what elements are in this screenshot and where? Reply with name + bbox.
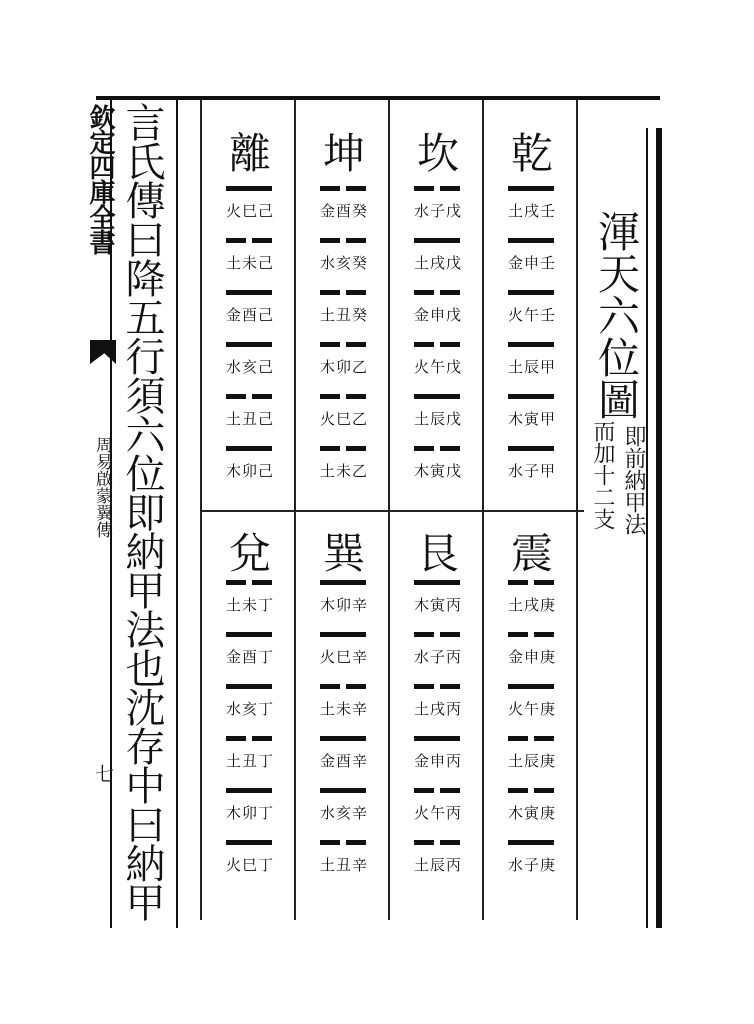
yao-line bbox=[204, 684, 296, 736]
yao-line bbox=[298, 840, 390, 892]
yang-bar bbox=[414, 736, 460, 741]
ganzhi-label: 木卯乙 bbox=[319, 358, 368, 376]
yang-bar bbox=[320, 736, 366, 741]
ganzhi-label: 金申戊 bbox=[413, 306, 462, 324]
trigram-cell bbox=[204, 100, 296, 510]
yin-bar-right bbox=[346, 394, 366, 399]
yao-line bbox=[204, 394, 296, 446]
yin-bar-left bbox=[414, 684, 434, 689]
ganzhi-label: 土辰庚 bbox=[507, 752, 556, 770]
yao-line bbox=[392, 290, 484, 342]
yao-line bbox=[204, 632, 296, 684]
trigram-name: 離 bbox=[228, 129, 271, 178]
ganzhi-label: 木卯丁 bbox=[225, 804, 274, 822]
yin-bar-left bbox=[226, 394, 246, 399]
ganzhi-label: 水亥辛 bbox=[319, 804, 368, 822]
yin-bar-right bbox=[440, 290, 460, 295]
yao-line bbox=[486, 840, 578, 892]
title-note-1: 即前納甲法 bbox=[621, 425, 646, 535]
ganzhi-label: 金申庚 bbox=[507, 648, 556, 666]
commentary-rule bbox=[176, 96, 178, 928]
yang-bar bbox=[508, 238, 554, 243]
yang-bar bbox=[226, 788, 272, 793]
yin-bar-right bbox=[252, 238, 272, 243]
yao-line bbox=[392, 736, 484, 788]
trigram-name: 乾 bbox=[510, 129, 553, 178]
yin-bar-left bbox=[508, 580, 528, 585]
yin-bar-right bbox=[440, 446, 460, 451]
trigram-name: 坎 bbox=[416, 129, 459, 178]
trigram-name: 兌 bbox=[228, 529, 271, 578]
yin-bar-left bbox=[414, 290, 434, 295]
yang-bar bbox=[414, 580, 460, 585]
yang-bar bbox=[226, 684, 272, 689]
yao-line bbox=[486, 788, 578, 840]
ganzhi-label: 木寅戊 bbox=[413, 462, 462, 480]
yin-bar-left bbox=[508, 788, 528, 793]
ganzhi-label: 土辰戊 bbox=[413, 410, 462, 428]
yin-bar-left bbox=[320, 342, 340, 347]
trigram-cell bbox=[298, 512, 390, 922]
book-title: 周易啟蒙翼傳 bbox=[92, 436, 112, 538]
ganzhi-label: 水亥丁 bbox=[225, 700, 274, 718]
yin-bar-right bbox=[440, 788, 460, 793]
yao-line bbox=[392, 238, 484, 290]
yin-bar-right bbox=[346, 342, 366, 347]
ganzhi-label: 火午丙 bbox=[413, 804, 462, 822]
ganzhi-label: 木卯己 bbox=[225, 462, 274, 480]
ganzhi-label: 水亥己 bbox=[225, 358, 274, 376]
yin-bar-right bbox=[252, 394, 272, 399]
yao-line bbox=[204, 186, 296, 238]
yao-line bbox=[298, 788, 390, 840]
yin-bar-right bbox=[252, 736, 272, 741]
yao-line bbox=[204, 580, 296, 632]
yin-bar-left bbox=[320, 394, 340, 399]
yang-bar bbox=[226, 342, 272, 347]
ganzhi-label: 土戌庚 bbox=[507, 596, 556, 614]
yin-bar-left bbox=[414, 632, 434, 637]
yang-bar bbox=[226, 632, 272, 637]
ganzhi-label: 土丑己 bbox=[225, 410, 274, 428]
ganzhi-label: 火午壬 bbox=[507, 306, 556, 324]
trigram-cell bbox=[392, 100, 484, 510]
yao-line bbox=[298, 186, 390, 238]
yin-bar-left bbox=[226, 736, 246, 741]
ganzhi-label: 金申壬 bbox=[507, 254, 556, 272]
ganzhi-label: 水子庚 bbox=[507, 856, 556, 874]
trigram-name: 坤 bbox=[322, 129, 365, 178]
yao-line bbox=[298, 684, 390, 736]
yang-bar bbox=[508, 446, 554, 451]
fish-tail-mark bbox=[90, 340, 116, 364]
ganzhi-label: 土辰甲 bbox=[507, 358, 556, 376]
yao-line bbox=[486, 736, 578, 788]
yao-line bbox=[392, 342, 484, 394]
yang-bar bbox=[508, 342, 554, 347]
yao-line bbox=[298, 238, 390, 290]
yang-bar bbox=[226, 186, 272, 191]
ganzhi-label: 土未己 bbox=[225, 254, 274, 272]
yin-bar-left bbox=[414, 788, 434, 793]
yin-bar-left bbox=[320, 186, 340, 191]
trigram-cell bbox=[392, 512, 484, 922]
yao-line bbox=[298, 580, 390, 632]
page-frame-right-thin-rule bbox=[646, 128, 648, 928]
ganzhi-label: 金酉己 bbox=[225, 306, 274, 324]
yao-line bbox=[204, 238, 296, 290]
yao-line bbox=[392, 840, 484, 892]
yin-bar-right bbox=[346, 290, 366, 295]
yao-line bbox=[392, 788, 484, 840]
trigram-cell bbox=[486, 100, 578, 510]
ganzhi-label: 火午戊 bbox=[413, 358, 462, 376]
yang-bar bbox=[508, 186, 554, 191]
yang-bar bbox=[320, 632, 366, 637]
yin-bar-right bbox=[440, 632, 460, 637]
ganzhi-label: 火巳丁 bbox=[225, 856, 274, 874]
yang-bar bbox=[226, 446, 272, 451]
yin-bar-right bbox=[440, 840, 460, 845]
ganzhi-label: 木寅丙 bbox=[413, 596, 462, 614]
yin-bar-right bbox=[346, 238, 366, 243]
yin-bar-right bbox=[534, 580, 554, 585]
yin-bar-right bbox=[440, 684, 460, 689]
yin-bar-left bbox=[320, 238, 340, 243]
yao-line bbox=[204, 290, 296, 342]
ganzhi-label: 火巳辛 bbox=[319, 648, 368, 666]
yang-bar bbox=[226, 840, 272, 845]
trigram-cell bbox=[298, 100, 390, 510]
yin-bar-right bbox=[346, 446, 366, 451]
ganzhi-label: 土戌戊 bbox=[413, 254, 462, 272]
yin-bar-right bbox=[534, 788, 554, 793]
page-frame-right-rule bbox=[656, 128, 662, 928]
yin-bar-right bbox=[346, 684, 366, 689]
yin-bar-left bbox=[320, 446, 340, 451]
ganzhi-label: 木寅甲 bbox=[507, 410, 556, 428]
yao-line bbox=[392, 684, 484, 736]
ganzhi-label: 土丑丁 bbox=[225, 752, 274, 770]
trigram-cell bbox=[486, 512, 578, 922]
yin-bar-left bbox=[320, 290, 340, 295]
yang-bar bbox=[320, 580, 366, 585]
ganzhi-label: 土辰丙 bbox=[413, 856, 462, 874]
yao-line bbox=[204, 788, 296, 840]
yang-bar bbox=[508, 684, 554, 689]
yao-line bbox=[298, 394, 390, 446]
ganzhi-label: 金酉辛 bbox=[319, 752, 368, 770]
trigram-name: 巽 bbox=[322, 529, 365, 578]
yao-line bbox=[486, 446, 578, 498]
yin-bar-left bbox=[414, 446, 434, 451]
yao-line bbox=[204, 446, 296, 498]
yao-line bbox=[392, 394, 484, 446]
yao-line bbox=[486, 342, 578, 394]
yao-line bbox=[204, 736, 296, 788]
yang-bar bbox=[414, 394, 460, 399]
yao-line bbox=[486, 632, 578, 684]
yang-bar bbox=[414, 238, 460, 243]
yin-bar-left bbox=[320, 840, 340, 845]
yang-bar bbox=[320, 788, 366, 793]
yin-bar-right bbox=[252, 580, 272, 585]
ganzhi-label: 土未辛 bbox=[319, 700, 368, 718]
yin-bar-left bbox=[508, 632, 528, 637]
yang-bar bbox=[226, 290, 272, 295]
trigram-name: 震 bbox=[510, 529, 553, 578]
yao-line bbox=[298, 446, 390, 498]
commentary-text: 言氏傳曰降五行須六位即納甲法也沈存中曰納甲 bbox=[119, 102, 165, 921]
yao-line bbox=[486, 290, 578, 342]
yin-bar-right bbox=[346, 186, 366, 191]
yin-bar-left bbox=[414, 342, 434, 347]
collection-title: 欽定四庫全書 bbox=[85, 104, 115, 254]
yang-bar bbox=[508, 394, 554, 399]
yao-line bbox=[298, 632, 390, 684]
yao-line bbox=[392, 580, 484, 632]
diagram-title: 渾天六位圖 bbox=[592, 210, 641, 420]
page-number: 七 bbox=[92, 764, 114, 783]
yin-bar-left bbox=[226, 580, 246, 585]
yin-bar-right bbox=[534, 736, 554, 741]
yin-bar-left bbox=[226, 238, 246, 243]
ganzhi-label: 土戌丙 bbox=[413, 700, 462, 718]
yao-line bbox=[486, 684, 578, 736]
ganzhi-label: 金酉丁 bbox=[225, 648, 274, 666]
ganzhi-label: 水子丙 bbox=[413, 648, 462, 666]
ganzhi-label: 火巳乙 bbox=[319, 410, 368, 428]
ganzhi-label: 金酉癸 bbox=[319, 202, 368, 220]
yin-bar-right bbox=[346, 840, 366, 845]
yao-line bbox=[392, 446, 484, 498]
yao-line bbox=[204, 342, 296, 394]
trigram-cell bbox=[204, 512, 296, 922]
ganzhi-label: 木寅庚 bbox=[507, 804, 556, 822]
ganzhi-label: 土未乙 bbox=[319, 462, 368, 480]
ganzhi-label: 土丑辛 bbox=[319, 856, 368, 874]
yao-line bbox=[298, 290, 390, 342]
yao-line bbox=[486, 186, 578, 238]
title-note-2: 而加十二支 bbox=[590, 420, 615, 530]
ganzhi-label: 土未丁 bbox=[225, 596, 274, 614]
yao-line bbox=[486, 580, 578, 632]
yao-line bbox=[298, 342, 390, 394]
yin-bar-left bbox=[508, 736, 528, 741]
ganzhi-label: 土丑癸 bbox=[319, 306, 368, 324]
trigram-name: 艮 bbox=[416, 529, 459, 578]
yao-line bbox=[486, 238, 578, 290]
ganzhi-label: 金申丙 bbox=[413, 752, 462, 770]
yao-line bbox=[204, 840, 296, 892]
yin-bar-right bbox=[440, 186, 460, 191]
yang-bar bbox=[508, 290, 554, 295]
ganzhi-label: 火巳己 bbox=[225, 202, 274, 220]
ganzhi-label: 土戌壬 bbox=[507, 202, 556, 220]
yin-bar-left bbox=[320, 684, 340, 689]
ganzhi-label: 水子甲 bbox=[507, 462, 556, 480]
ganzhi-label: 木卯辛 bbox=[319, 596, 368, 614]
ganzhi-label: 火午庚 bbox=[507, 700, 556, 718]
yang-bar bbox=[508, 840, 554, 845]
ganzhi-label: 水子戊 bbox=[413, 202, 462, 220]
yin-bar-right bbox=[534, 632, 554, 637]
yin-bar-left bbox=[414, 840, 434, 845]
trigram-grid bbox=[200, 100, 584, 920]
yao-line bbox=[392, 186, 484, 238]
ganzhi-label: 水亥癸 bbox=[319, 254, 368, 272]
yao-line bbox=[486, 394, 578, 446]
yin-bar-right bbox=[440, 342, 460, 347]
yin-bar-left bbox=[414, 186, 434, 191]
yao-line bbox=[298, 736, 390, 788]
yao-line bbox=[392, 632, 484, 684]
